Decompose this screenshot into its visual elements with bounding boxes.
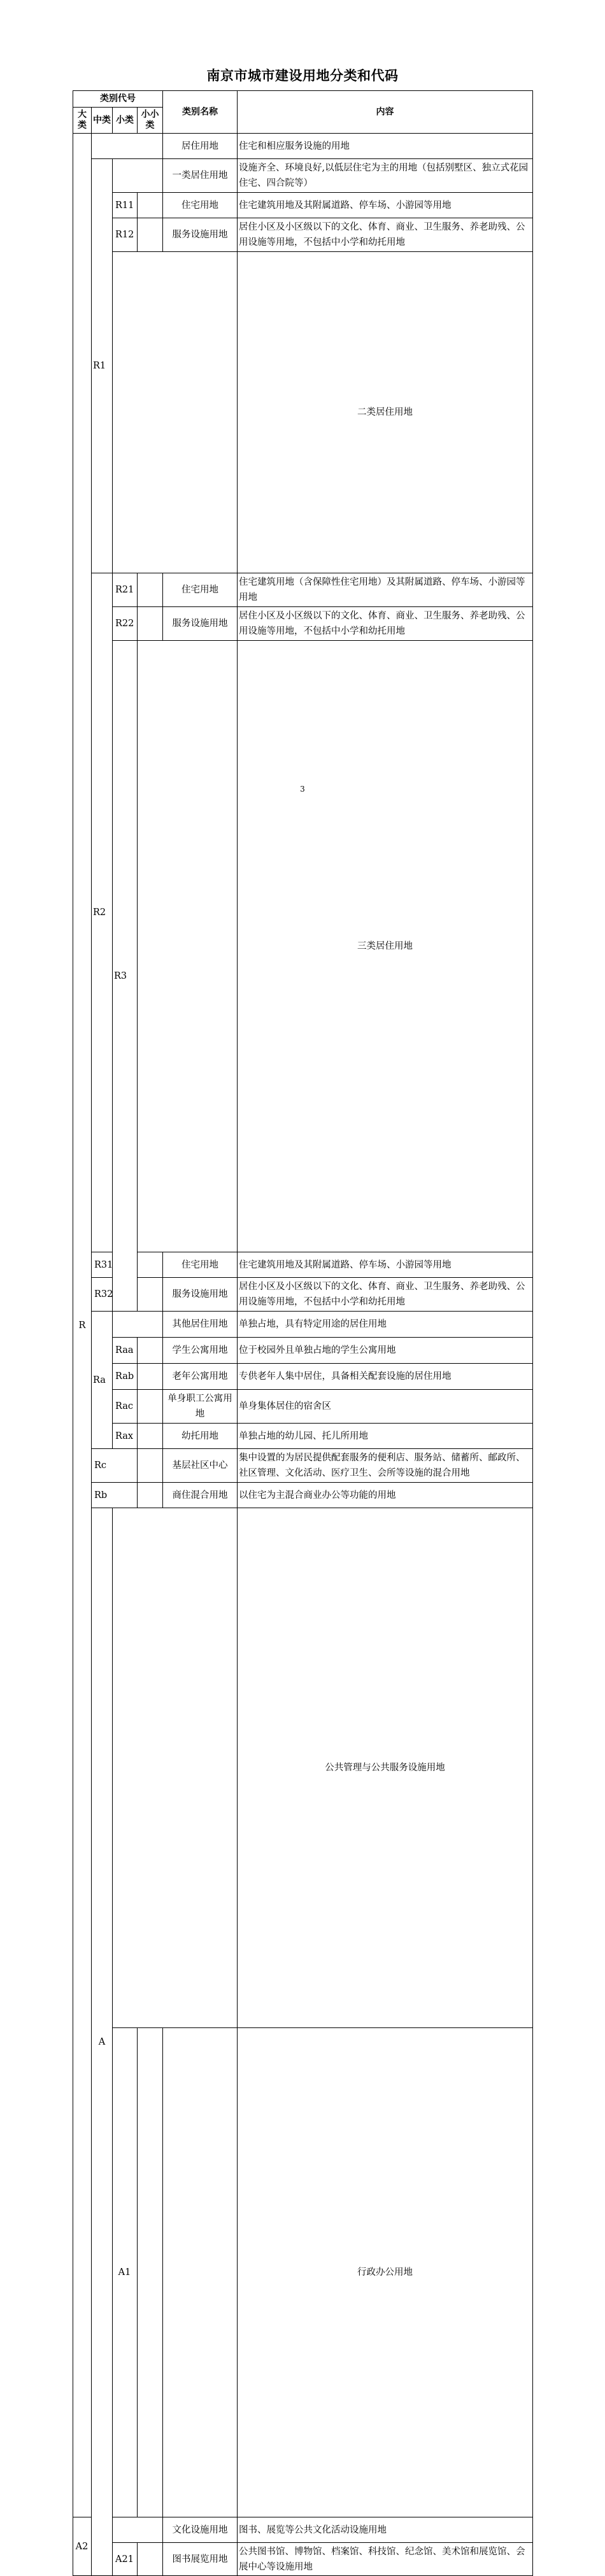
table-row: [73, 252, 533, 573]
table-row: [73, 641, 533, 1252]
empty-cell: [138, 607, 163, 641]
empty-cell: [138, 1338, 163, 1364]
table-row: [73, 1278, 533, 1312]
empty-cell: [138, 2543, 163, 2576]
land-use-code-table: [73, 90, 533, 2576]
medium-code-a2: A2: [73, 2517, 92, 2576]
category-name: 单身职工公寓用地: [163, 1390, 238, 1424]
category-content: 住宅建筑用地及其附属道路、停车场、小游园等用地: [238, 193, 533, 218]
category-content: 公共图书馆、博物馆、档案馆、科技馆、纪念馆、美术馆和展览馆、会展中心等设施用地: [238, 2543, 533, 2576]
medium-code: Rb: [92, 1483, 138, 1508]
category-name: 三类居住用地: [238, 641, 533, 1252]
empty-cell: [138, 1390, 163, 1424]
table-row: [73, 2028, 533, 2517]
table-row: [73, 1338, 533, 1364]
header-row: [73, 91, 533, 108]
category-name: 其他居住用地: [163, 1312, 238, 1338]
empty-cell: [138, 193, 163, 218]
empty-cell: [113, 1508, 238, 2028]
header-medium: 中类: [92, 108, 113, 134]
empty-cell: [138, 1364, 163, 1390]
header-name: 类别名称: [163, 91, 238, 134]
empty-cell: [163, 2028, 238, 2517]
minor-code: R12: [113, 218, 138, 252]
table-row: [73, 1424, 533, 1449]
empty-cell: [138, 218, 163, 252]
category-name: 二类居住用地: [238, 252, 533, 573]
category-name: 老年公寓用地: [163, 1364, 238, 1390]
empty-cell: [113, 252, 238, 573]
page-number: 3: [300, 785, 305, 794]
empty-cell: [138, 1424, 163, 1449]
category-content: 集中设置的为居民提供配套服务的便利店、服务站、储蓄所、邮政所、社区管理、文化活动、医疗卫生、会所等设施的混合用地: [238, 1449, 533, 1483]
medium-code-r1: R1: [92, 159, 113, 573]
minor-code: A21: [113, 2543, 138, 2576]
category-content: 以住宅为主混合商业办公等功能的用地: [238, 1483, 533, 1508]
category-content: 住宅建筑用地（含保障性住宅用地）及其附属道路、停车场、小游园等用地: [238, 573, 533, 607]
category-name: 居住用地: [163, 134, 238, 159]
table-row: [73, 2543, 533, 2576]
category-name: 服务设施用地: [163, 1278, 238, 1312]
category-name: 住宅用地: [163, 573, 238, 607]
page-title: 南京市城市建设用地分类和代码: [206, 68, 399, 83]
minor-code: R31: [92, 1252, 113, 1278]
minor-code: Raa: [113, 1338, 138, 1364]
table-row: [73, 573, 533, 607]
category-content: 居住小区及小区级以下的文化、体育、商业、卫生服务、养老助残、公用设施等用地，不包括中小学和幼托用地: [238, 1278, 533, 1312]
empty-cell: [138, 2028, 163, 2517]
minor-code: R11: [113, 193, 138, 218]
major-code-a: A: [92, 1508, 113, 2576]
minor-code: R21: [113, 573, 138, 607]
header-content: 内容: [238, 91, 533, 134]
category-name: 行政办公用地: [238, 2028, 533, 2517]
table-row: [73, 1508, 533, 2028]
header-minor: 小类: [113, 108, 138, 134]
table-row: [73, 1449, 533, 1483]
table-row: [73, 2517, 533, 2543]
category-name: 商住混合用地: [163, 1483, 238, 1508]
empty-cell: [138, 573, 163, 607]
category-name: 文化设施用地: [163, 2517, 238, 2543]
empty-cell: [138, 1483, 163, 1508]
table-row: [73, 218, 533, 252]
category-content: 住宅建筑用地及其附属道路、停车场、小游园等用地: [238, 1252, 533, 1278]
table-row: [73, 1364, 533, 1390]
empty-cell: [138, 1252, 163, 1278]
category-name: 图书展览用地: [163, 2543, 238, 2576]
minor-code: R32: [92, 1278, 113, 1312]
major-code-r: R: [73, 134, 92, 2517]
category-content: 居住小区及小区级以下的文化、体育、商业、卫生服务、养老助残、公用设施等用地，不包括中小学和幼托用地: [238, 218, 533, 252]
table-row: [73, 607, 533, 641]
category-name: 公共管理与公共服务设施用地: [238, 1508, 533, 2028]
category-name: 学生公寓用地: [163, 1338, 238, 1364]
empty-cell: [138, 641, 238, 1252]
medium-code: A1: [113, 2028, 138, 2517]
table-row: [73, 1390, 533, 1424]
header-sub-minor: 小小类: [138, 108, 163, 134]
minor-code: Rac: [113, 1390, 138, 1424]
empty-cell: [113, 159, 163, 193]
category-content: 单身集体居住的宿舍区: [238, 1390, 533, 1424]
category-name: 住宅用地: [163, 193, 238, 218]
table-row: [73, 193, 533, 218]
table-row: [73, 1483, 533, 1508]
minor-code: Rab: [113, 1364, 138, 1390]
category-name: 一类居住用地: [163, 159, 238, 193]
category-content: 设施齐全、环境良好,以低层住宅为主的用地（包括别墅区、独立式花园住宅、四合院等）: [238, 159, 533, 193]
category-name: 幼托用地: [163, 1424, 238, 1449]
minor-code: Rax: [113, 1424, 138, 1449]
medium-code: Rc: [92, 1449, 138, 1483]
empty-cell: [92, 134, 163, 159]
medium-code-r2: R2: [92, 573, 113, 1252]
table-row: [73, 1252, 533, 1278]
empty-cell: [138, 1449, 163, 1483]
category-name: 服务设施用地: [163, 607, 238, 641]
empty-cell: [113, 1312, 163, 1338]
table-row: [73, 134, 533, 159]
medium-code-ra: Ra: [92, 1312, 113, 1449]
header-category-code: 类别代号: [73, 91, 163, 108]
category-name: 基层社区中心: [163, 1449, 238, 1483]
category-name: 服务设施用地: [163, 218, 238, 252]
table-row: [73, 159, 533, 193]
empty-cell: [138, 1278, 163, 1312]
category-content: 单独占地的幼儿园、托儿所用地: [238, 1424, 533, 1449]
category-content: 住宅和相应服务设施的用地: [238, 134, 533, 159]
category-content: 专供老年人集中居住，具备相关配套设施的居住用地: [238, 1364, 533, 1390]
category-content: 单独占地，具有特定用途的居住用地: [238, 1312, 533, 1338]
medium-code-r3: R3: [113, 641, 138, 1312]
table-row: [73, 1312, 533, 1338]
header-major: 大类: [73, 108, 92, 134]
category-content: 图书、展览等公共文化活动设施用地: [238, 2517, 533, 2543]
empty-cell: [113, 2517, 163, 2543]
minor-code: R22: [113, 607, 138, 641]
category-name: 住宅用地: [163, 1252, 238, 1278]
category-content: 居住小区及小区级以下的文化、体育、商业、卫生服务、养老助残、公用设施等用地，不包括中小学和幼托用地: [238, 607, 533, 641]
category-content: 位于校园外且单独占地的学生公寓用地: [238, 1338, 533, 1364]
